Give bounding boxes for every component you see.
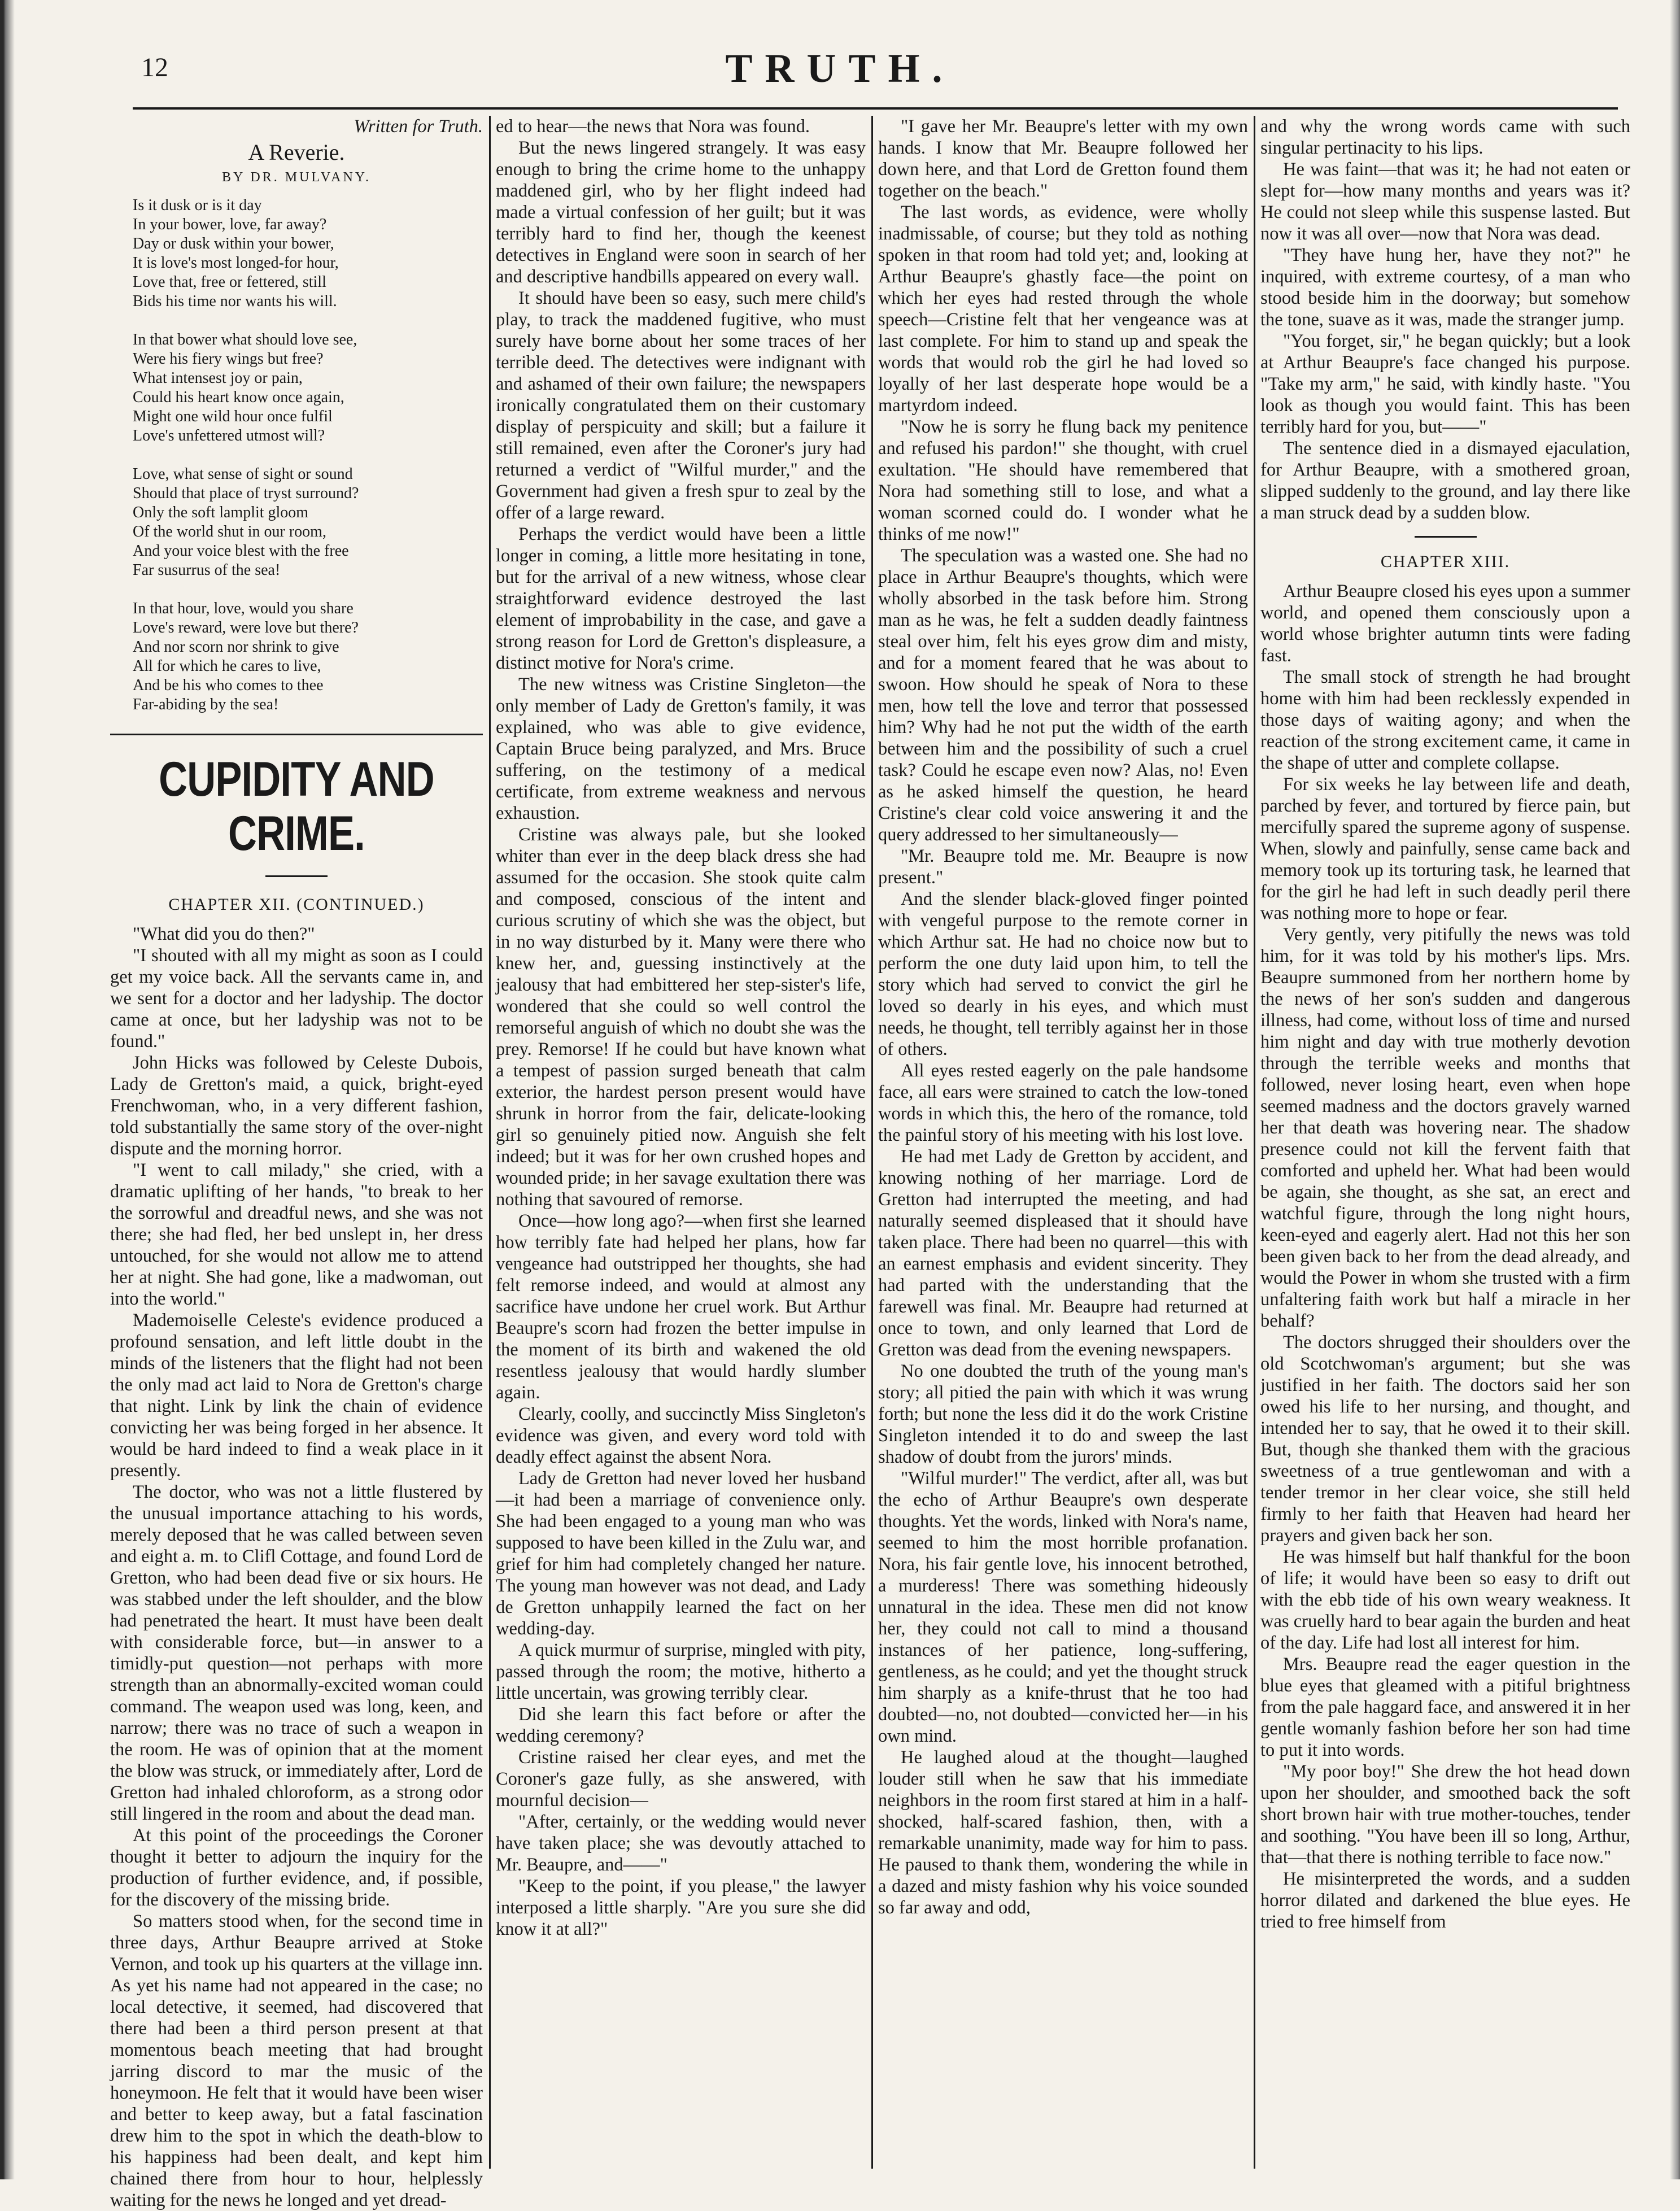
story-col4-text-after: [1260, 581, 1630, 1933]
poem-line: Were his fiery wings but free?: [133, 350, 324, 368]
chapter-rule: [1415, 536, 1477, 538]
story-paragraph: He had met Lady de Gretton by accident, and knowing nothing of her marriage. Lord de Gretton had interrupted the meeting, and had naturally seemed displeased that it should have taken place. There had been no quarrel—this with an earnest emphasis and evident sincerity. They had parted with the understanding that the farewell was final. Mr. Beaupre had returned at once to town, and only learned that Lord de Gretton was dead from the evening newspapers.: [878, 1146, 1248, 1360]
chapter-12-heading: CHAPTER XII. (CONTINUED.): [168, 895, 425, 914]
story-col3-text: [878, 116, 1248, 1918]
story-paragraph: So matters stood when, for the second time in three days, Arthur Beaupre arrived at Stoke Vernon, and took up his quarters at the village inn. As yet his name had not appeared in the case; no local detective, it seemed, had discovered that there had been a third person present at that momentous beach meeting that had brought jarring discord to mar the music of the honeymoon. He felt that it would have been wiser and better to keep away, but a fatal fascination drew him to the spot in which the death-blow to his happiness had been dealt, and kept him chained there from hour to hour, helplessly waiting for the news he longed and yet dread-: [110, 1911, 483, 2210]
story-paragraph: "I went to call milady," she cried, with a dramatic uplifting of her hands, "to break to her the sorrowful and dreadful news, and she was not there; she had fled, her bed unslept in, her dress untouched, for she would not allow me to attend her at night. She had gone, like a madwoman, out into the world.": [110, 1160, 483, 1309]
story-paragraph: "Keep to the point, if you please," the lawyer interposed a little sharply. "Are you sure she did know it at all?": [496, 1876, 866, 1939]
poem-stanza: [133, 465, 483, 580]
column-4: [1260, 116, 1630, 2169]
story-paragraph: Mrs. Beaupre read the eager question in the blue eyes that gleamed with a pitiful brightness from the pale haggard face, and answered it in her gentle womanly fashion before her son had time to put it into words.: [1260, 1654, 1630, 1760]
poem-author: BY DR. MULVANY.: [221, 170, 372, 185]
poem-line: Of the world shut in our room,: [133, 523, 326, 540]
column-2: [496, 116, 866, 2169]
story-paragraph: ed to hear—the news that Nora was found.: [496, 116, 810, 137]
story-paragraph: It should have been so easy, such mere child's play, to track the maddened fugitive, who must surely have borne about her some traces of her terrible deed. The detectives were indignant with and ashamed of their own failure; the newspapers ironically congratulated them on their customary display of perspicuity and skill; but a failure it still remained, even after the Coroner's jury had returned a verdict of "Wilful murder," and the Government had given a fresh spur to zeal by the offer of a large reward.: [496, 288, 866, 523]
poem-line: And your voice blest with the free: [133, 542, 349, 560]
header-rule: [133, 107, 1618, 110]
column-rule: [1254, 116, 1255, 2169]
story-paragraph: He was faint—that was it; he had not eaten or slept for—how many months and years was it? He could not sleep while this suspense lasted. But now it was all over—now that Nora was dead.: [1260, 159, 1630, 244]
column-rule: [489, 116, 491, 2169]
column-3: [878, 116, 1248, 2169]
poem-line: Far-abiding by the sea!: [133, 696, 279, 713]
story-paragraph: "Mr. Beaupre told me. Mr. Beaupre is now present.": [878, 846, 1248, 888]
poem-line: Could his heart know once again,: [133, 389, 344, 406]
story-paragraph: "After, certainly, or the wedding would never have taken place; she was devoutly attached to Mr. Beaupre, and——": [496, 1812, 866, 1875]
story-title: CUPIDITY AND CRIME.: [159, 752, 434, 861]
poem-line: Far susurrus of the sea!: [133, 561, 281, 579]
story-paragraph: The doctor, who was not a little flustered by the unusual importance attaching to his words, merely deposed that he was called between seven and eight a. m. to Clifl Cottage, and found Lord de Gretton, who had been dead five or six hours. He was stabbed under the left shoulder, and the blow had penetrated the heart. It must have been dealt with considerable force, but—in answer to a timidly-put question—not perhaps with more strength than an abnormally-excited woman could command. The weapon used was long, keen, and narrow; there was no trace of such a weapon in the room. He was of opinion that at the moment the blow was struck, or immediately after, Lord de Gretton had inhaled chloroform, as a strong odor still lingered in the room and about the dead man.: [110, 1482, 483, 1824]
title-rule: [265, 875, 328, 877]
poem-line: Might one wild hour once fulfil: [133, 408, 333, 425]
story-paragraph: "Now he is sorry he flung back my penitence and refused his pardon!" she thought, with cruel exultation. "He should have remembered that Nora had something still to lose, and what a woman scorned could do. I wonder what he thinks of me now!": [878, 417, 1248, 544]
chapter-13-heading: CHAPTER XIII.: [1380, 552, 1511, 571]
story-paragraph: The sentence died in a dismayed ejaculation, for Arthur Beaupre, with a smothered groan, slipped suddenly to the ground, and lay there like a man struck dead by a sudden blow.: [1260, 438, 1630, 523]
story-paragraph: Cristine raised her clear eyes, and met the Coroner's gaze fully, as she answered, with mournful decision—: [496, 1747, 866, 1811]
section-rule: [110, 734, 483, 735]
story-paragraph: "I gave her Mr. Beaupre's letter with my own hands. I know that Mr. Beaupre followed her down here, and that Lord de Gretton found them together on the beach.": [878, 116, 1248, 201]
poem-line: And be his who comes to thee: [133, 677, 324, 694]
story-col4-text-before: [1260, 116, 1630, 524]
story-paragraph: But the news lingered strangely. It was easy enough to bring the crime home to the unhappy maddened girl, who by her flight indeed had made a virtual confession of her guilt; but it was terribly hard to find her, though the keenest detectives in England were soon in search of her and descriptive handbills appeared on every wall.: [496, 138, 866, 287]
story-paragraph: Cristine was always pale, but she looked whiter than ever in the deep black dress she had assumed for the occasion. She stook quite calm and composed, conscious of the intent and curious scrutiny of which she was the object, but in no way disturbed by it. Many were there who knew her, and, guessing instinctively at the jealousy that had embittered her step-sister's life, wondered that she could so well control the remorseful anguish of which no doubt she was the prey. Remorse! If he could but have known what a tempest of passion surged beneath that calm exterior, the hardest person present would have shrunk in horror from the fair, delicate-looking girl so genuinely pitied now. Anguish she felt indeed; but it was for her own crushed hopes and wounded pride; in her savage exultation there was nothing that savoured of remorse.: [496, 825, 866, 1210]
page-edge-left: [0, 0, 17, 2179]
story-paragraph: At this point of the proceedings the Coroner thought it better to adjourn the inquiry for the production of further evidence, and, if possible, for the discovery of the missing bride.: [110, 1825, 483, 1910]
story-paragraph: The last words, as evidence, were wholly inadmissable, of course; but they told as nothing spoken in that room had told yet; and, looking at Arthur Beaupre's ghastly face—the point on which her eyes had rested through the whole speech—Cristine felt that her vengeance was at last complete. For him to stand up and speak the words that would rob the girl he had loved so loyally of her last desperate hope would be a martyrdom indeed.: [878, 202, 1248, 416]
story-paragraph: No one doubted the truth of the young man's story; all pitied the pain with which it was wrung forth; but none the less did it do the work Cristine Singleton intended it to do and sweep the last shadow of doubt from the jurors' minds.: [878, 1361, 1248, 1467]
poem-title: A Reverie.: [248, 139, 345, 165]
story-paragraph: He laughed aloud at the thought—laughed louder still when he saw that his immediate neighbors in the room first stared at him in a half-shocked, half-scared fashion, then, with a remarkable unanimity, made way for him to pass. He paused to thank them, wondering the while in a dazed and misty fashion why his voice sounded so far away and odd,: [878, 1747, 1248, 1918]
poem-line: Is it dusk or is it day: [133, 197, 262, 214]
story-col2-text: [496, 116, 866, 1940]
column-1: [110, 116, 483, 2210]
page-number: 12: [141, 53, 168, 82]
story-paragraph: The small stock of strength he had brought home with him had been recklessly expended in those days of waiting agony; and when the reaction of the strong excitement came, it came in the shape of utter and complete collapse.: [1260, 667, 1630, 773]
story-paragraph: and why the wrong words came with such singular pertinacity to his lips.: [1260, 116, 1630, 158]
story-paragraph: Mademoiselle Celeste's evidence produced a profound sensation, and left little doubt in the minds of the listeners that the flight had not been the only mad act laid to Nora de Gretton's charge that night. Link by link the chain of evidence convicting her was being forged in her absence. It would be hard indeed to find a weak place in it presently.: [110, 1310, 483, 1481]
poem-stanza: [133, 599, 483, 714]
story-paragraph: Once—how long ago?—when first she learned how terribly fate had helped her plans, how far vengeance had outstripped her thoughts, she had felt remorse indeed, and would at almost any sacrifice have undone her cruel work. But Arthur Beaupre's scorn had frozen the better impulse in the moment of its birth and wakened the old resentless jealousy that would hardly slumber again.: [496, 1211, 866, 1403]
poem-line: Only the soft lamplit gloom: [133, 504, 309, 521]
story-paragraph: A quick murmur of surprise, mingled with pity, passed through the room; the motive, hitherto a little uncertain, was growing terribly clear.: [496, 1640, 866, 1703]
story-paragraph: "You forget, sir," he began quickly; but a look at Arthur Beaupre's face changed his purpose. "Take my arm," he said, with kindly haste. "You look as though you would faint. This has been terribly hard for you, but——": [1260, 331, 1630, 437]
poem-credit: Written for Truth.: [354, 116, 483, 137]
story-paragraph: Arthur Beaupre closed his eyes upon a summer world, and opened them consciously upon a world whose brighter autumn tints were fading fast.: [1260, 581, 1630, 666]
story-paragraph: The new witness was Cristine Singleton—the only member of Lady de Gretton's family, it was explained, who was able to give evidence, Captain Bruce being paralyzed, and Mrs. Bruce suffering, on the testimony of a medical certificate, from extreme weakness and nervous exhaustion.: [496, 674, 866, 823]
poem-stanza: [133, 330, 483, 446]
page-edge-right: [1668, 0, 1680, 2179]
story-paragraph: Perhaps the verdict would have been a little longer in coming, a little more hesitating in tone, but for the arrival of a new witness, whose clear straightforward evidence destroyed the last element of improbability in the case, and gave a strong reason for Lord de Gretton's displeasure, a distinct motive for Nora's crime.: [496, 524, 866, 673]
story-paragraph: "My poor boy!" She drew the hot head down upon her shoulder, and smoothed back the soft short brown hair with true mother-touches, tender and soothing. "You have been ill so long, Arthur, that—that there is nothing terrible to face now.": [1260, 1761, 1630, 1868]
poem-line: Day or dusk within your bower,: [133, 235, 334, 252]
poem-line: Love, what sense of sight or sound: [133, 465, 353, 483]
poem-line: Love that, free or fettered, still: [133, 273, 326, 291]
poem-line: In your bower, love, far away?: [133, 216, 327, 233]
story-col1-text: [110, 923, 483, 2211]
story-paragraph: Clearly, coolly, and succinctly Miss Singleton's evidence was given, and every word told with deadly effect against the absent Nora.: [496, 1404, 866, 1467]
story-paragraph: John Hicks was followed by Celeste Dubois, Lady de Gretton's maid, a quick, bright-eyed Frenchwoman, who, in a very different fashion, told substantially the same story of the over-night dispute and the morning horror.: [110, 1053, 483, 1159]
poem-line: All for which he cares to live,: [133, 657, 321, 675]
poem-line: Love's unfettered utmost will?: [133, 427, 325, 444]
story-paragraph: Very gently, very pitifully the news was told him, for it was told by his mother's lips. Mrs. Beaupre summoned from her northern home by the news of her son's sudden and dangerous illness, had come, without loss of time and nursed him night and day with true motherly devotion through the terrible weeks and months that followed, never losing heart, even when hope seemed madness and the doctors gravely warned her that death was hovering near. The shadow presence could not kill the fervent faith that comforted and upheld her. What had been would be again, she thought, as she sat, an erect and watchful figure, through the long night hours, keen-eyed and eagerly alert. Had not this her son been given back to her from the dead already, and would the Power in whom she trusted with a firm unfaltering faith work but half a miracle in her behalf?: [1260, 924, 1630, 1331]
poem-stanza: [133, 196, 483, 311]
story-paragraph: The doctors shrugged their shoulders over the old Scotchwoman's argument; but she was justified in her faith. The doctors said her son owed his life to her nursing, and thought, and intended her to say, that he owed it to their skill. But, though she thanked them with the gracious sweetness of a true gentlewoman and with a tender tremor in her clear voice, she still held firmly to her faith that Heaven had heard her prayers and given back her son.: [1260, 1332, 1630, 1546]
story-paragraph: "I shouted with all my might as soon as I could get my voice back. All the servants came in, and we sent for a doctor and her ladyship. The doctor came at once, but her ladyship was not to be found.": [110, 945, 483, 1052]
story-paragraph: He was himself but half thankful for the boon of life; it would have been so easy to drift out with the ebb tide of his own weary weakness. It was cruelly hard to bear again the burden and heat of the day. Life had lost all interest for him.: [1260, 1547, 1630, 1653]
poem-line: In that bower what should love see,: [133, 331, 357, 348]
story-paragraph: All eyes rested eagerly on the pale handsome face, all ears were strained to catch the low-toned words in which this, the hero of the romance, told the painful story of his meeting with his lost love.: [878, 1061, 1248, 1145]
poem-line: Should that place of tryst surround?: [133, 485, 359, 502]
story-paragraph: For six weeks he lay between life and death, parched by fever, and tortured by fierce pain, but mercifully spared the supreme agony of suspense. When, slowly and painfully, sense came back and memory took up its torturing task, he learned that for the girl he had left in such deadly peril there was nothing more to hope or fear.: [1260, 774, 1630, 923]
poem-line: It is love's most longed-for hour,: [133, 254, 339, 272]
story-paragraph: "What did you do then?": [133, 924, 315, 944]
poem-line: In that hour, love, would you share: [133, 600, 354, 617]
column-rule: [871, 116, 873, 2169]
story-paragraph: The speculation was a wasted one. She had no place in Arthur Beaupre's thoughts, which were wholly absorbed in the task before him. Strong man as he was, he felt a sudden deadly faintness steal over him, felt his eyes grow dim and misty, and for a moment feared that he was about to swoon. How should he speak of Nora to these men, how tell the love and terror that possessed him? Why had he not put the width of the earth between him and the possibility of such a cruel task? Could he escape even now? Alas, no! Even as he asked himself the question, he heard Cristine's clear cold voice answering it and the query addressed to her simultaneously—: [878, 546, 1248, 845]
poem-line: And nor scorn nor shrink to give: [133, 638, 339, 656]
poem-line: Bids his time nor wants his will.: [133, 293, 337, 310]
story-paragraph: "Wilful murder!" The verdict, after all, was but the echo of Arthur Beaupre's own desperate thoughts. Yet the words, linked with Nora's name, seemed to him the most horrible profanation. Nora, his fair gentle love, his innocent betrothed, a murderess! There was something hideously unnatural in the idea. These men did not know her, they could not call to mind a thousand instances of her patience, long-suffering, gentleness, as he could; and yet the thought struck him sharply as a knife-thrust that he too had doubted—no, not doubted—convicted her—in his own mind.: [878, 1468, 1248, 1746]
story-paragraph: And the slender black-gloved finger pointed with vengeful purpose to the remote corner in which Arthur sat. He had no choice now but to perform the one duty laid upon him, to tell the story which had served to convict the girl he loved so dearly in his eyes, and which must needs, he thought, tell terribly against her in those of others.: [878, 889, 1248, 1059]
story-paragraph: He misinterpreted the words, and a sudden horror dilated and darkened the blue eyes. He tried to free himself from: [1260, 1869, 1630, 1932]
story-paragraph: Lady de Gretton had never loved her husband—it had been a marriage of convenience only. She had been engaged to a young man who was supposed to have been killed in the Zulu war, and grief for him had completely changed her nature. The young man however was not dead, and Lady de Gretton unhappily learned the fact on her wedding-day.: [496, 1468, 866, 1639]
poem-body: [110, 196, 483, 714]
masthead: TRUTH.: [725, 46, 955, 91]
story-paragraph: Did she learn this fact before or after the wedding ceremony?: [496, 1704, 866, 1746]
story-paragraph: "They have hung her, have they not?" he inquired, with extreme courtesy, of a man who stood beside him in the doorway; but somehow the tone, suave as it was, made the stranger jump.: [1260, 245, 1630, 330]
poem-line: What intensest joy or pain,: [133, 369, 303, 387]
poem-line: Love's reward, were love but there?: [133, 619, 359, 636]
